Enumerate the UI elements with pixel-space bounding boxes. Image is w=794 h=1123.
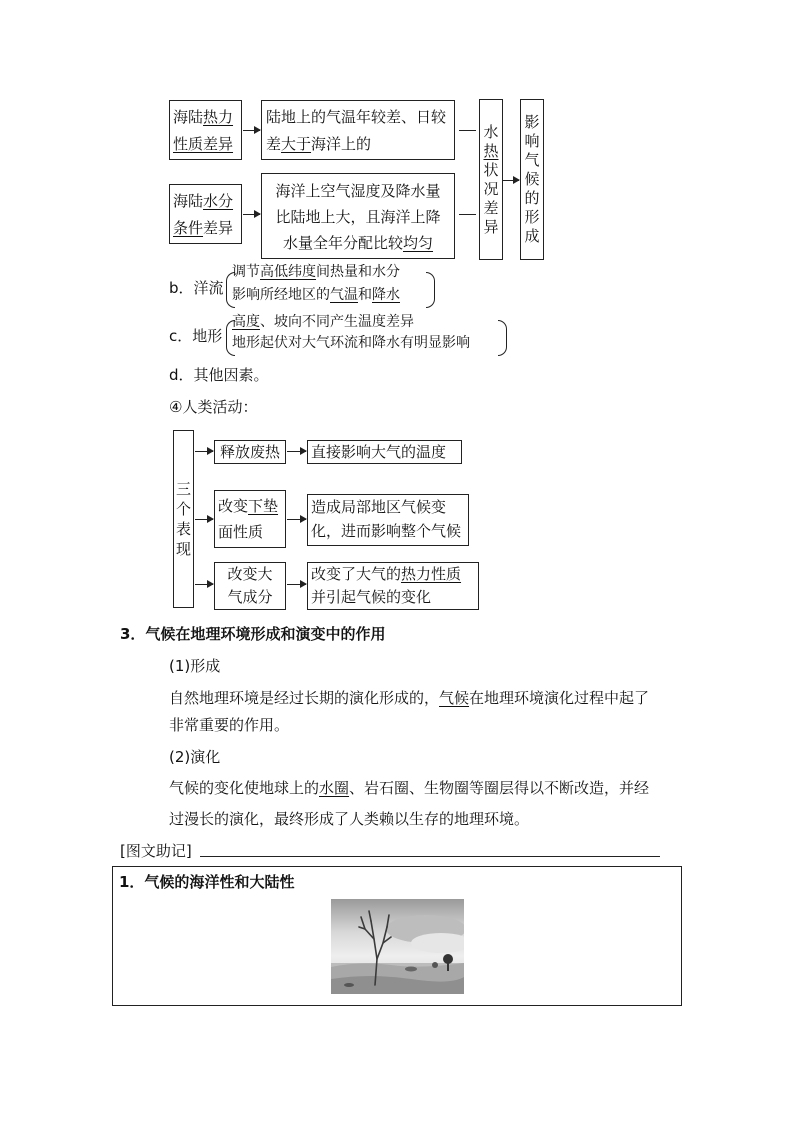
label-part: 差异 [203,219,234,237]
text-part: 气候的变化使地球上的 [169,779,320,797]
arrow [287,451,306,452]
char: 异 [483,217,499,236]
three-expressions-box [173,430,194,608]
effect-text: 化，进而影响整个气候 [311,522,462,540]
brace-right [498,320,507,356]
effect-part: 并引起气候的变化 [311,588,432,606]
formation-text-line1 [169,684,649,712]
char: 三 [175,480,191,498]
text-part: 影响所经地区的 [232,287,330,303]
effect-box [307,562,479,610]
connector-line [459,130,476,131]
ocean-current-line2 [232,284,400,306]
cause-part: 改变 [218,497,249,515]
effect-box [307,440,462,464]
char: 响 [524,132,540,150]
char: 表 [175,520,191,538]
label-part: 条件 [173,219,204,237]
arrow [195,519,213,520]
label-part: 海陆 [173,192,204,210]
human-activity-title: ④人类活动： [169,398,258,416]
text-part: 调节 [232,264,260,280]
label-part: 热力 [203,108,234,126]
text-part: 、岩石圈、生物圈等圈层得以不断改造，并经 [349,779,650,797]
cause-text: 释放废热 [219,443,280,461]
water-heat-diff-box [479,99,503,260]
ocean-current-line1 [232,261,400,283]
arrow [195,451,213,452]
cause-part: 面性质 [218,523,264,541]
evolution-text-line1 [169,774,649,802]
mnemonic-label: [图文助记] [120,842,192,860]
char: 个 [175,500,191,518]
char: 水 [483,122,499,141]
ocean-current-label: b．洋流 [169,279,224,297]
effect-box [307,494,469,546]
land-sea-thermal-effect-box [261,100,455,160]
mnemonic-box-title: 1．气候的海洋性和大陆性 [119,873,295,891]
effect-line: 陆地上的气温年较差、日较 [266,108,447,126]
effect-text: 造成局部地区气候变 [311,498,447,516]
cause-box [214,490,286,548]
land-sea-thermal-box [169,100,242,160]
effect-part: 水量全年分配比较 [282,234,403,252]
label-part: 水分 [203,192,234,210]
effect-part: 热力性质 [401,565,462,583]
cause-part: 改变大 [227,565,273,583]
char: 气 [524,151,540,169]
land-sea-water-effect-box [261,173,455,259]
text-part: 高度 [232,314,260,330]
char: 形 [524,208,540,226]
mnemonic-rule [200,856,660,857]
text-part: 降水 [372,287,400,303]
text-part: 、坡向不同产生温度差异 [260,314,414,330]
arrow [243,130,260,131]
cause-box [214,440,286,464]
char: 差 [483,198,499,217]
cause-box [214,562,286,610]
effect-part: 均匀 [403,234,434,252]
text-part: 在地理环境演化过程中起了 [469,689,650,707]
savanna-photo [331,899,464,994]
text-part: 气候 [439,689,470,707]
other-factors: d．其他因素。 [169,366,269,384]
effect-line: 比陆地上大，且海洋上降 [275,208,441,226]
text-part: 间热量和水分 [316,264,400,280]
label-part: 海陆 [173,108,204,126]
cause-part: 下垫 [248,497,279,515]
effect-text: 直接影响大气的温度 [311,443,447,461]
brace-right [426,272,435,308]
char: 况 [483,179,499,198]
char: 状 [483,160,499,179]
evolution-title: (2)演化 [169,748,221,766]
evolution-text-line2: 过漫长的演化，最终形成了人类赖以生存的地理环境。 [169,810,530,828]
connector-line [459,214,476,215]
effect-part: 大于 [281,135,312,153]
arrow [287,519,306,520]
terrain-line1 [232,311,414,333]
text-part: 自然地理环境是经过长期的演化形成的， [169,689,440,707]
effect-part: 差 [266,135,282,153]
effect-part: 改变了大气的 [311,565,402,583]
char: 影 [524,113,540,131]
terrain-line2: 地形起伏对大气环流和降水有明显影响 [232,335,470,351]
effect-line: 海洋上空气湿度及降水量 [275,182,441,200]
formation-text-line2: 非常重要的作用。 [169,716,290,734]
arrow [503,180,519,181]
char: 现 [175,540,191,558]
land-sea-water-box [169,184,242,244]
char: 热 [483,141,499,160]
terrain-label: c．地形 [169,327,223,345]
text-part: 水圈 [319,779,350,797]
char: 成 [524,227,540,245]
text-part: 高低纬度 [260,264,316,280]
effect-part: 海洋上的 [311,135,372,153]
char: 的 [524,189,540,207]
formation-title: (1)形成 [169,657,221,675]
label-part: 性质差异 [173,135,234,153]
text-part: 和 [358,287,372,303]
text-part: 气温 [330,287,358,303]
char: 候 [524,170,540,188]
arrow [195,584,213,585]
arrow [287,584,306,585]
arrow [243,214,260,215]
section-heading: 3．气候在地理环境形成和演变中的作用 [120,625,386,643]
mnemonic-box [112,866,682,1006]
climate-formation-box [520,99,544,260]
cause-part: 气成分 [227,588,273,606]
